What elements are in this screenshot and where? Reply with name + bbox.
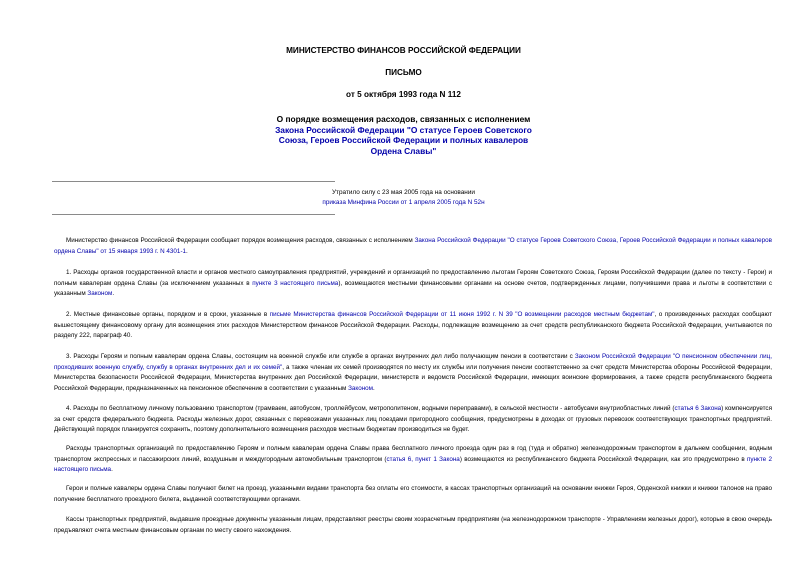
article-6-point-1-link[interactable]: статья 6, пункт 1 Закона [386, 455, 460, 463]
text: ) компенсируется за счет средств федерального бюджета. Расходы железных дорог, связанных с перевозками указанных лиц поездами пригородного сообщения, предусмотрены в доходах от грузовых перевозок соответствующих транспортных предприятий. Действующий порядок планируется сохранить, поэтому дополнительного возмещения расходов местным бюджетам производиться не будет. [54, 405, 772, 433]
paragraph-7 [54, 515, 772, 536]
law-title-link[interactable]: Закона Российской Федерации "О статусе Героев Советского [275, 124, 532, 135]
status-note [0, 188, 807, 208]
text: . [112, 290, 115, 297]
divider-top [52, 181, 335, 182]
intro-paragraph [54, 236, 772, 257]
doc-date-number: от 5 октября 1993 года N 112 [346, 90, 461, 99]
status-note-text: Утратило силу с 23 мая 2005 года на основании [332, 189, 475, 196]
doc-type: ПИСЬМО [385, 68, 422, 77]
minfin-letter-link[interactable]: письме Министерства финансов Российской Федерации от 11 июня 1992 г. N 39 "О возмещении расходов местным бюджетам" [269, 311, 655, 318]
paragraph-5 [54, 444, 772, 476]
article-6-link[interactable]: статья 6 Закона [674, 405, 722, 412]
paragraph-2 [54, 310, 772, 342]
pension-law-link[interactable]: Законом Российской Федерации "О пенсионном обеспечении лиц, проходивших военную службу, службу в органах внутренних дел и их семей" [54, 353, 772, 371]
text: Герои и полные кавалеры ордена Славы получают билет на проезд, указанными видами транспорта без оплаты его стоимости, в кассах транспортных организаций на основании книжки Героя, Орденской книжки и книжки талонов на право получение бесплатного проездного билета, выданной соответствующими органами. [54, 485, 772, 503]
text: 3. Расходы Героям и полным кавалерам ордена Славы, состоящим на военной службе или службе в органах внутренних дел либо получающим пенсии в соответствии с [66, 353, 575, 360]
repeal-order-link[interactable]: приказа Минфина России от 1 апреля 2005 года N 52н [322, 199, 485, 206]
text: . [373, 384, 375, 392]
text: . [111, 466, 113, 473]
law-link[interactable]: Закона Российской Федерации "О статусе Героев Советского Союза, Героев Российской Федерации и полных кавалеров ордена Славы" от 15 января 1993 г. N 4301-1 [54, 237, 773, 255]
text: ) возмещаются из республиканского бюджета Российской Федерации, как это предусмотрено в [459, 455, 747, 463]
paragraph-2-link[interactable]: пункте 2 настоящего письма [54, 455, 773, 473]
text: ), возмещаются местными финансовыми органами на основе счетов, подтвержденных лицами, получившими права и льготы в соответствии с указанным [54, 279, 772, 297]
law-link[interactable]: Законом [87, 290, 113, 297]
law-title-link[interactable]: Ордена Славы" [370, 145, 437, 156]
text: . [186, 247, 188, 255]
text: 1. Расходы органов государственной власти и органов местного самоуправления предприятий, учреждений и организаций по предоставлению льготам Героям Советского Союза, Героям Российской Федерации (далее по тексту - Герои) и полным кавалерам ордена Славы (за исключением указанных в [54, 269, 772, 287]
text: , о произведенных расходах сообщают вышестоящему финансовому органу для возмещения этих расходов Министерством финансов Российской Федерации. Расходы, подлежащие возмещению за счет средств республиканского бюджета Российской Федерации, учитываются по разделу 222, параграф 40. [54, 311, 772, 339]
paragraph-4 [54, 404, 772, 436]
paragraph-1 [54, 268, 772, 300]
text: Министерство финансов Российской Федерации сообщает порядок возмещения расходов, связанных с исполнением [66, 237, 415, 244]
law-link[interactable]: Законом [348, 384, 374, 392]
paragraph-3 [54, 352, 772, 394]
text: , а также членам их семей производятся по месту их службы или получения пенсии соответственно за счет средств Министерства обороны Российской Федерации, Министерства безопасности Российской Федерации, Министерства внутренних дел Российской Федерации, министерств и ведомств Российской Федерации, имеющих воинские формирования, а также средств республиканского бюджета Российской Федерации, предназначенных на пенсионное обеспечение в соответствии с указанным [54, 363, 772, 392]
document-title [0, 114, 807, 156]
divider-bottom [52, 214, 335, 215]
paragraph-6 [54, 484, 772, 505]
text: Расходы транспортных организаций по предоставлению Героям и полным кавалерам ордена Славы права бесплатного личного проезда один раз в год (туда и обратно) железнодорожным транспортом в дальнем сообщении, водным транспортом экспрессных и пассажирских линий, воздушным и междугородным автомобильным транспортом ( [54, 445, 772, 463]
text: Кассы транспортных предприятий, выдавшие проездные документы указанным лицам, представляют реестры своим хозрасчетным предприятиям (на железнодорожном транспорте - Управлениям железных дорог), которые в свою очередь предъявляют счета местным финансовым органам по месту своего нахождения. [54, 516, 772, 534]
law-title-link[interactable]: Союза, Героев Российской Федерации и полных кавалеров [278, 135, 529, 146]
text: 4. Расходы по бесплатному личному пользованию транспортом (трамваем, автобусом, троллейбусом, метрополитеном, водными переправами), в сельской местности - автобусами внутриобластных линий ( [66, 405, 675, 412]
text: 2. Местные финансовые органы, порядком и в сроки, указанные в [66, 311, 270, 318]
ministry-header: МИНИСТЕРСТВО ФИНАНСОВ РОССИЙСКОЙ ФЕДЕРАЦИИ [286, 46, 521, 55]
title-line: О порядке возмещения расходов, связанных с исполнением [276, 114, 531, 124]
paragraph-3-link[interactable]: пункте 3 настоящего письма [252, 279, 339, 287]
